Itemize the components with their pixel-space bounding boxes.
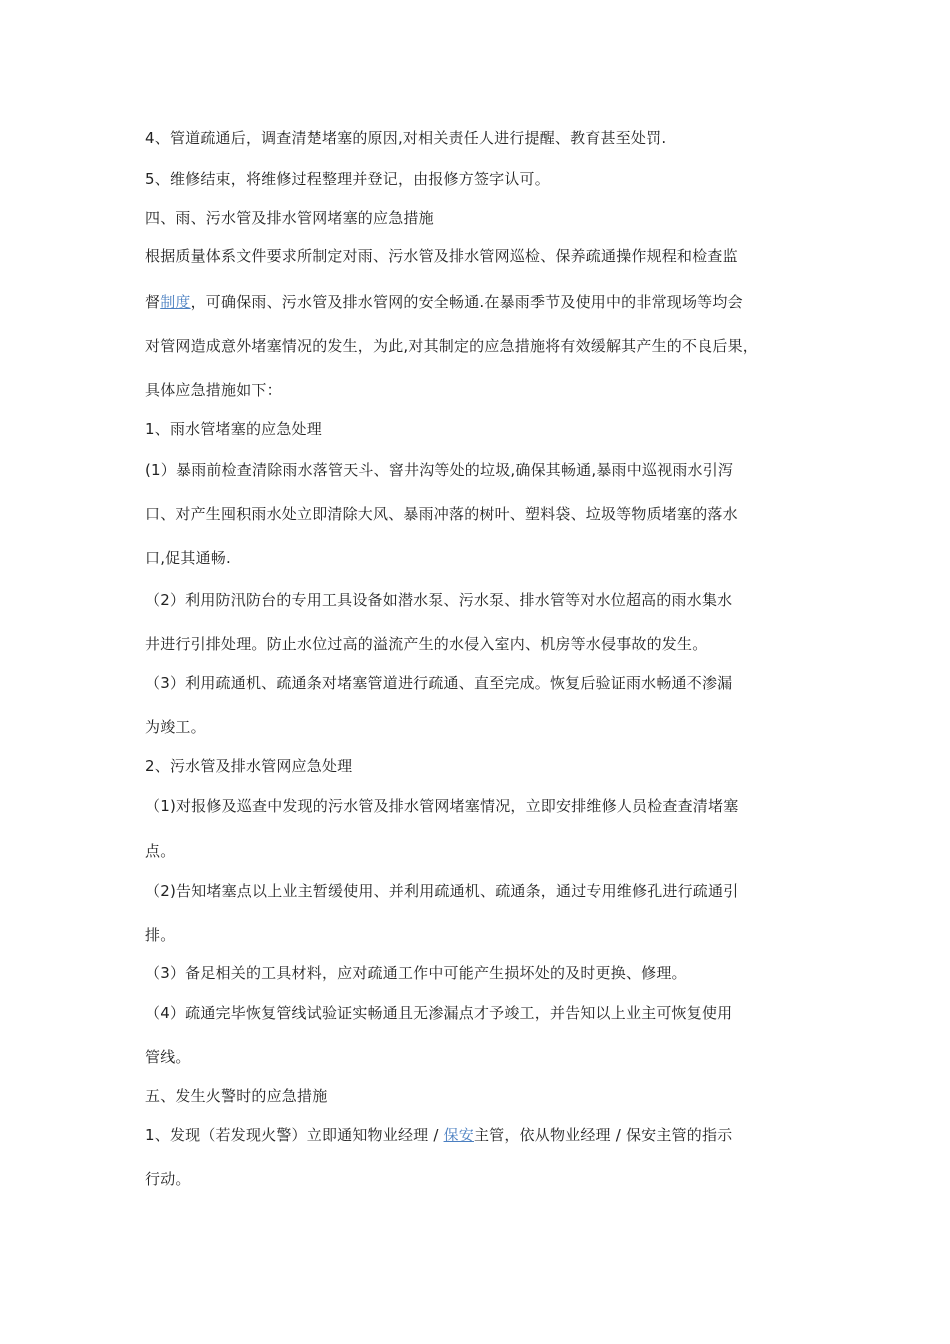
paragraph-line: 对管网造成意外堵塞情况的发生，为此,对其制定的应急措施将有效缓解其产生的不良后果， bbox=[145, 337, 758, 355]
text-segment: 1、发现（若发现火警）立即通知物业经理 / bbox=[145, 1126, 444, 1144]
paragraph-line: （2)告知堵塞点以上业主暂缓使用、并利用疏通机、疏通条，通过专用维修孔进行疏通引 bbox=[145, 882, 739, 900]
text-segment: ，可确保雨、污水管及排水管网的安全畅通.在暴雨季节及使用中的非常现场等均会 bbox=[190, 293, 743, 311]
paragraph-line: 点。 bbox=[145, 842, 176, 860]
paragraph-line bbox=[145, 1124, 825, 1146]
zhidu-link[interactable]: 制度 bbox=[160, 293, 191, 311]
paragraph-line: 5、维修结束，将维修过程整理并登记，由报修方签字认可。 bbox=[145, 170, 550, 188]
subsection-heading: 2、污水管及排水管网应急处理 bbox=[145, 757, 353, 775]
subsection-heading: 1、雨水管堵塞的应急处理 bbox=[145, 420, 322, 438]
paragraph-line: 管线。 bbox=[145, 1048, 191, 1066]
section-heading: 五、发生火警时的应急措施 bbox=[145, 1087, 328, 1105]
baoan-link[interactable]: 保安 bbox=[443, 1126, 474, 1144]
paragraph-line: （4）疏通完毕恢复管线试验证实畅通且无渗漏点才予竣工，并告知以上业主可恢复使用 bbox=[145, 1004, 733, 1022]
paragraph-line: 具体应急措施如下： bbox=[145, 381, 282, 399]
paragraph-line: （2）利用防汛防台的专用工具设备如潜水泵、污水泵、排水管等对水位超高的雨水集水 bbox=[145, 591, 733, 609]
paragraph-line: 根据质量体系文件要求所制定对雨、污水管及排水管网巡检、保养疏通操作规程和检查监 bbox=[145, 247, 738, 265]
paragraph-line: 口、对产生囤积雨水处立即清除大风、暴雨冲落的树叶、塑料袋、垃圾等物质堵塞的落水 bbox=[145, 505, 738, 523]
paragraph-line: 口,促其通畅. bbox=[145, 549, 231, 567]
paragraph-line: （3）利用疏通机、疏通条对堵塞管道进行疏通、直至完成。恢复后验证雨水畅通不渗漏 bbox=[145, 674, 733, 692]
paragraph-line: 为竣工。 bbox=[145, 718, 206, 736]
section-heading: 四、雨、污水管及排水管网堵塞的应急措施 bbox=[145, 209, 434, 227]
paragraph-line: 4、管道疏通后，调查清楚堵塞的原因,对相关责任人进行提醒、教育甚至处罚. bbox=[145, 129, 667, 147]
paragraph-line: （3）备足相关的工具材料，应对疏通工作中可能产生损坏处的及时更换、修理。 bbox=[145, 964, 687, 982]
paragraph-line: 排。 bbox=[145, 926, 176, 944]
paragraph-line: （1)对报修及巡查中发现的污水管及排水管网堵塞情况，立即安排维修人员检查查清堵塞 bbox=[145, 797, 739, 815]
paragraph-line: (1）暴雨前检查清除雨水落管天斗、窨井沟等处的垃圾,确保其畅通,暴雨中巡视雨水引泻 bbox=[145, 461, 734, 479]
paragraph-line: 井进行引排处理。防止水位过高的溢流产生的水侵入室内、机房等水侵事故的发生。 bbox=[145, 635, 708, 653]
paragraph-line bbox=[145, 291, 825, 313]
text-segment: 主管，依从物业经理 / 保安主管的指示 bbox=[473, 1126, 733, 1144]
paragraph-line: 行动。 bbox=[145, 1170, 191, 1188]
text-segment: 督 bbox=[145, 293, 161, 311]
